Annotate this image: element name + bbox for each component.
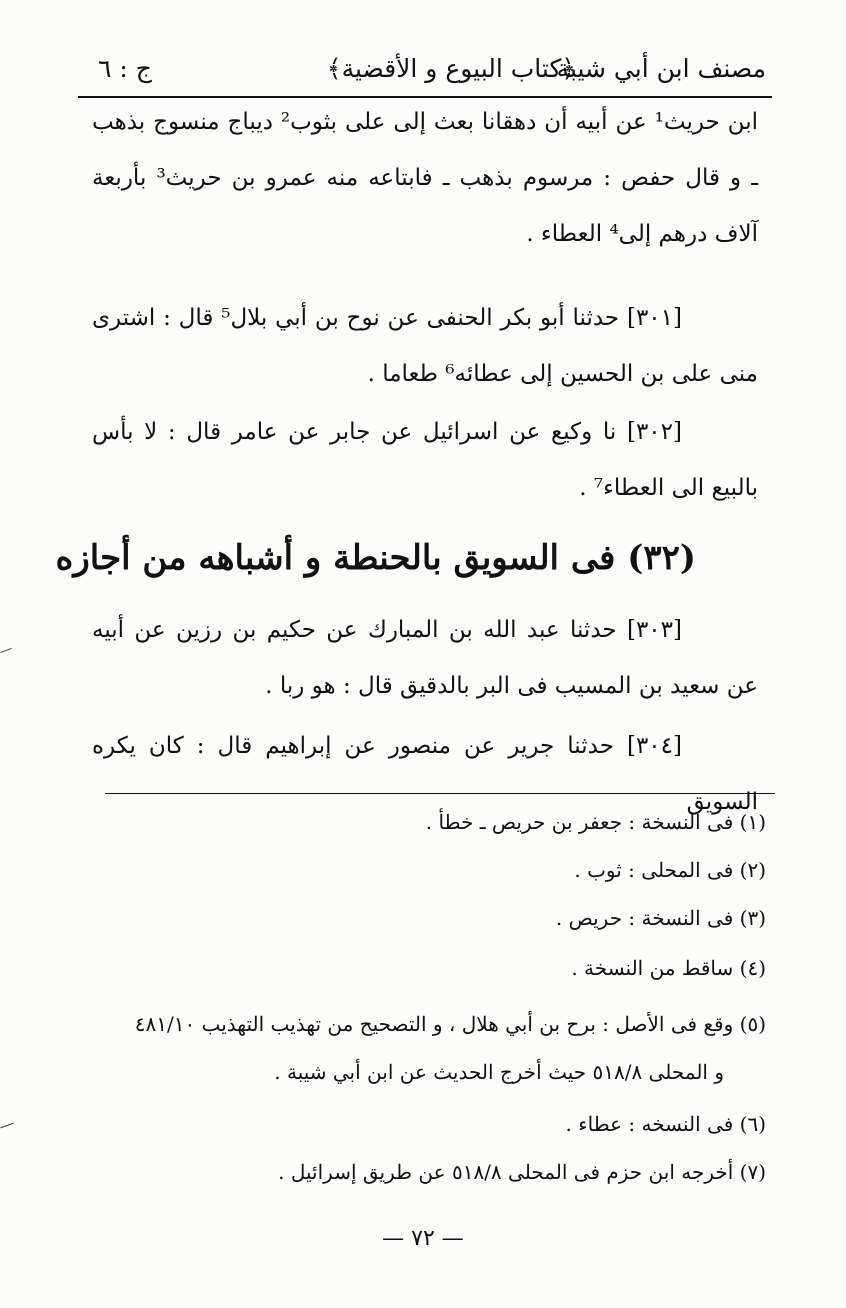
footnote-4: (٤) ساقط من النسخة . <box>571 956 766 980</box>
footnote-5: (٥) وقع فى الأصل : برح بن أبي هلال ، و التصحيح من تهذيب التهذيب ٤٨١/١٠ <box>134 1012 766 1036</box>
footnote-rule <box>105 793 775 794</box>
volume-label: ج : ٦ <box>98 54 152 83</box>
page-number: — ٧٢ — <box>382 1226 464 1251</box>
paragraph-continuation: ابن حريث¹ عن أبيه أن دهقانا بعث إلى على بثوب² ديباج منسوج بذهب ـ و قال حفص : مرسوم بذهب ـ فابتاعه منه عمرو بن حريث³ بأربعة آلاف درهم إلى⁴ العطاء . <box>92 109 758 247</box>
footnote-1: (١) فى النسخة : جعفر بن حريص ـ خطأ . <box>425 810 766 834</box>
footnote-7: (٧) أخرجه ابن حزم فى المحلى ٥١٨/٨ عن طريق إسرائيل . <box>278 1160 766 1184</box>
paragraph-303: [٣٠٣] حدثنا عبد الله بن المبارك عن حكيم بن رزين عن أبيه عن سعيد بن المسيب فى البر بالدقيق قال : هو ربا . <box>92 617 758 699</box>
paragraph-301: [٣٠١] حدثنا أبو بكر الحنفى عن نوح بن أبي بلال⁵ قال : اشترى منى على بن الحسين إلى عطائه⁶ طعاما . <box>92 305 758 387</box>
running-header <box>80 46 766 96</box>
section-heading: (٣٢) فى السويق بالحنطة و أشباهه من أجازه <box>55 538 696 578</box>
chapter-title: ﴿كتاب البيوع و الأقضية﴾ <box>326 54 576 83</box>
footnote-3: (٣) فى النسخة : حريص . <box>555 906 766 930</box>
footnote-6: (٦) فى النسخه : عطاء . <box>565 1112 766 1136</box>
footnote-5-continued: و المحلى ٥١٨/٨ حيث أخرج الحديث عن ابن أبي شيبة . <box>274 1060 724 1084</box>
scan-mark <box>0 648 12 653</box>
paragraph-304: [٣٠٤] حدثنا جرير عن منصور عن إبراهيم قال : كان يكره السويق <box>92 733 758 815</box>
book-title: مصنف ابن أبي شيبة <box>556 54 766 83</box>
footnote-2: (٢) فى المحلى : ثوب . <box>574 858 766 882</box>
scan-mark <box>0 1123 13 1129</box>
paragraph-302: [٣٠٢] نا وكيع عن اسرائيل عن جابر عن عامر قال : لا بأس بالبيع الى العطاء⁷ . <box>92 419 758 501</box>
